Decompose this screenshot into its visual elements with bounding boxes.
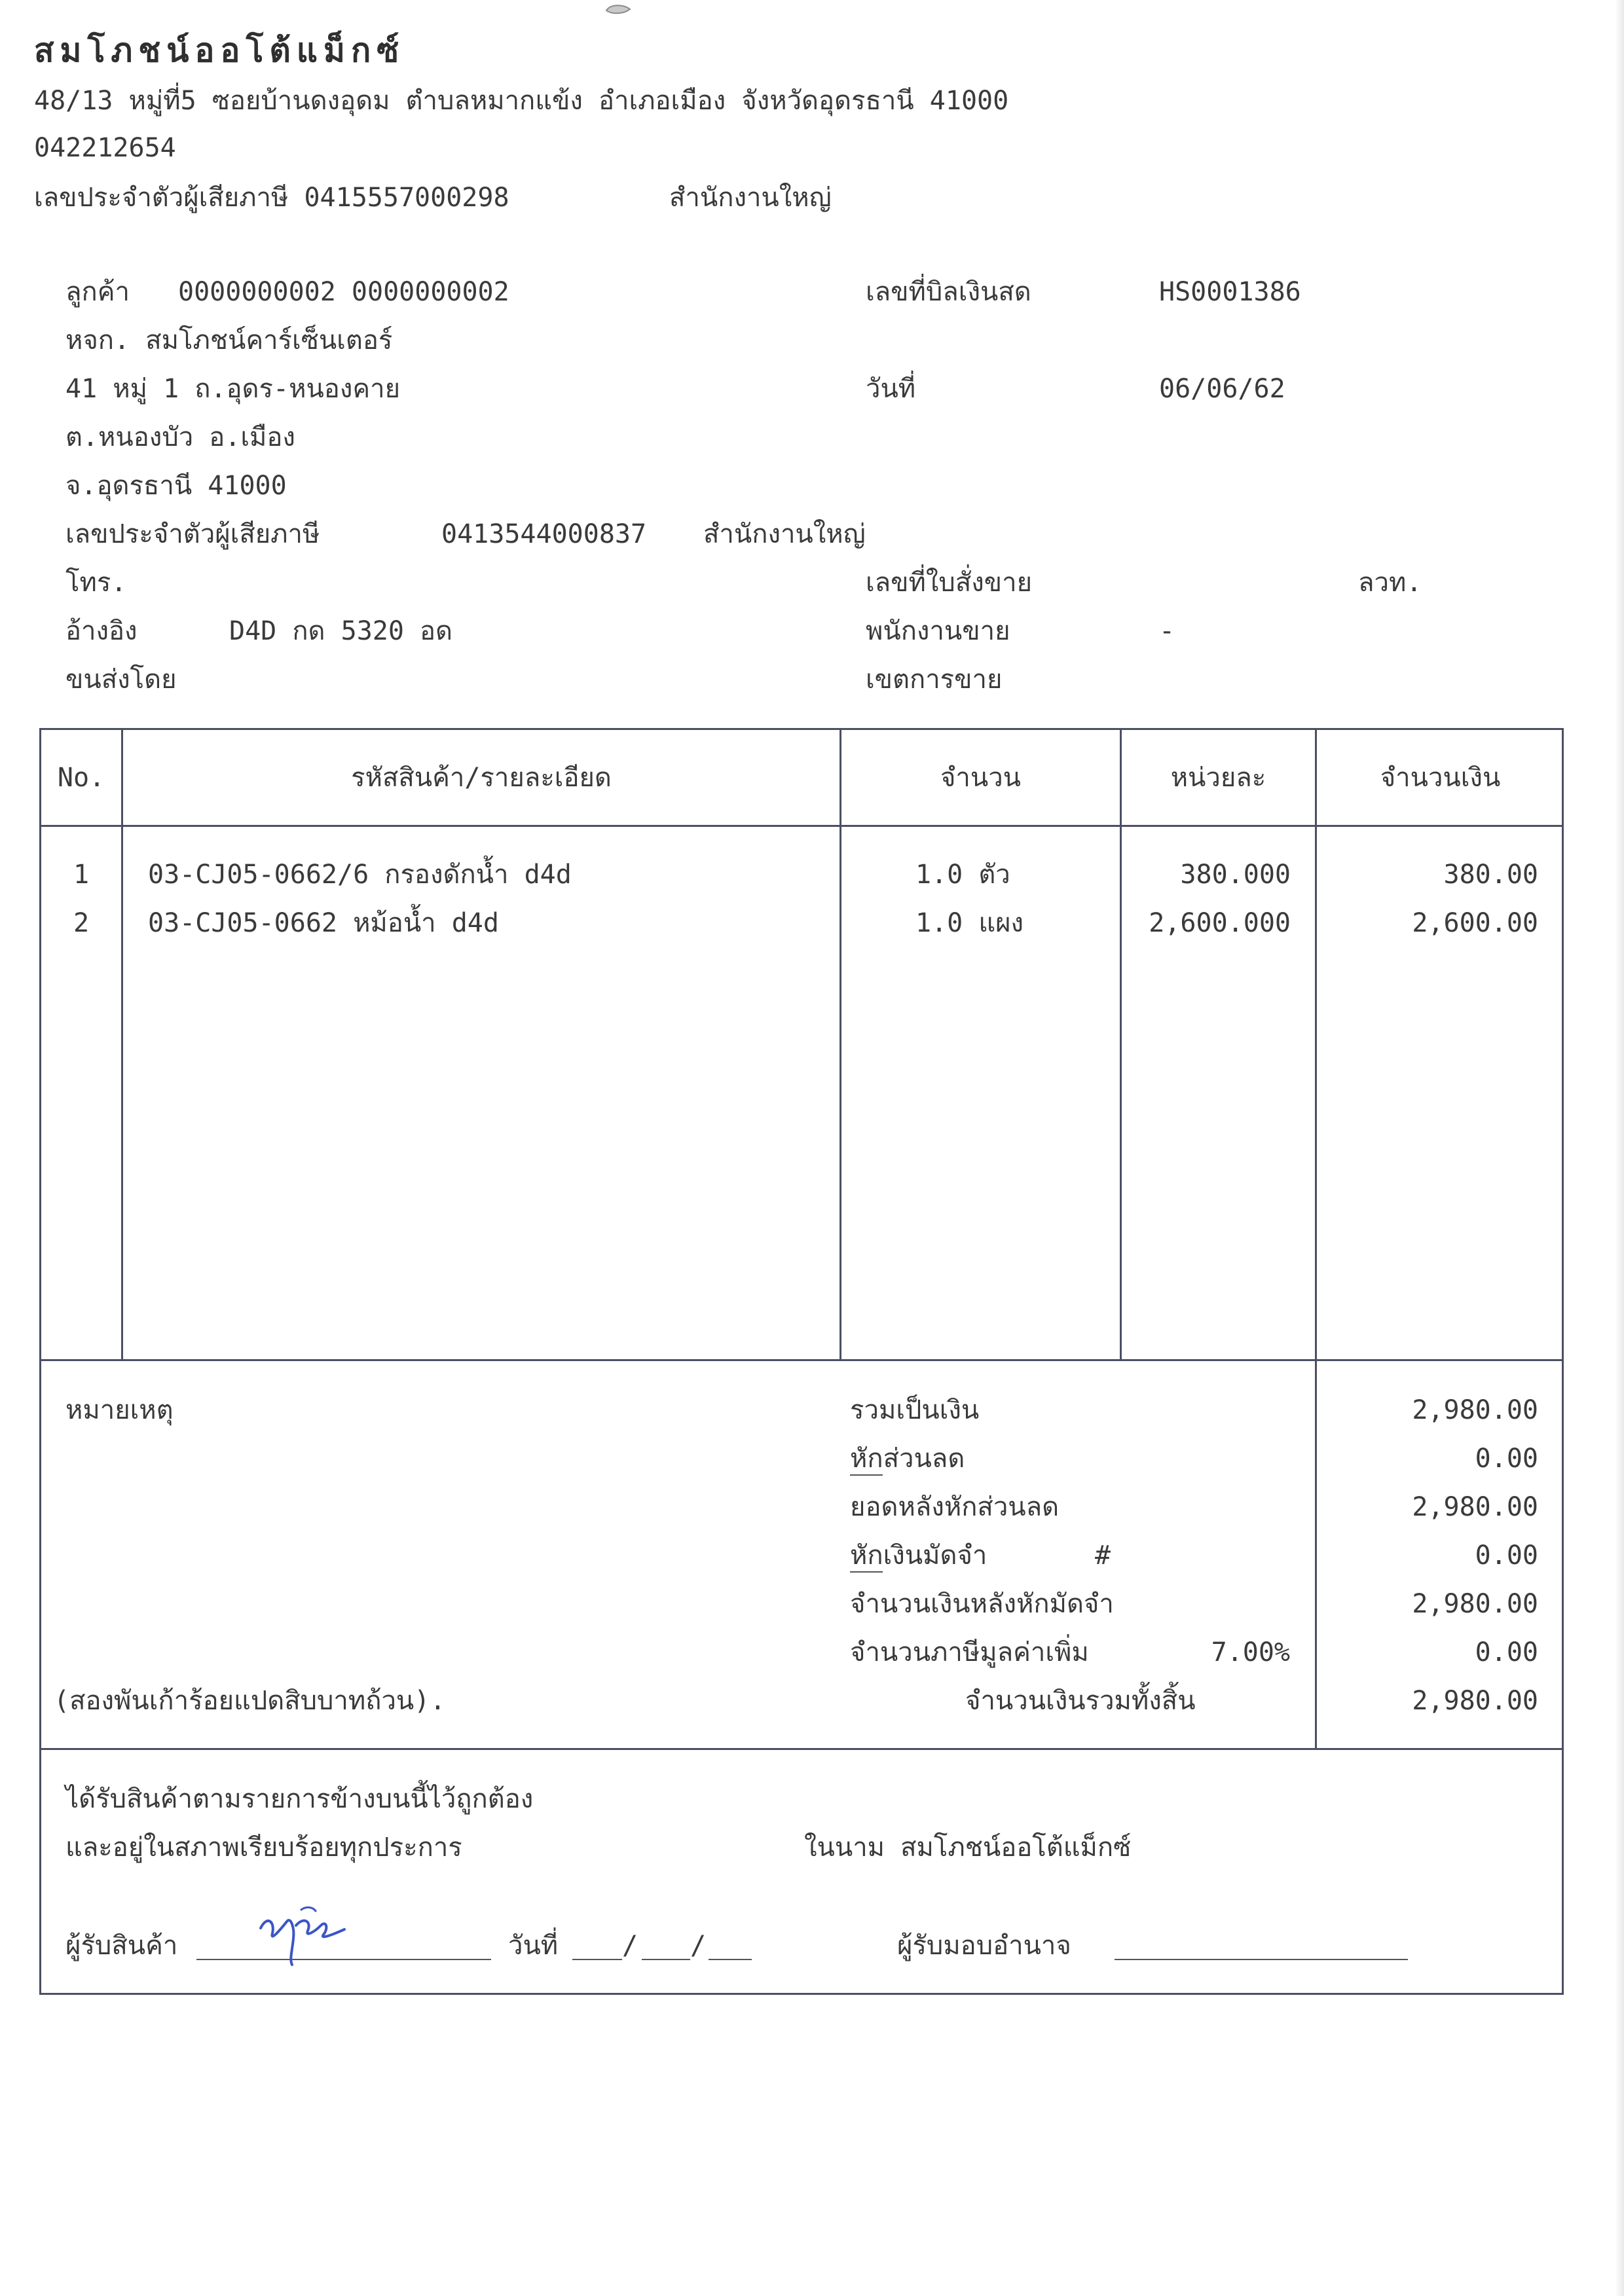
summary-after-discount-value: 2,980.00	[1412, 1492, 1538, 1522]
header-quantity: จำนวน	[940, 763, 1022, 793]
table-row-2-amount: 2,600.00	[1412, 908, 1538, 938]
customer-address-1: 41 หมู่ 1 ถ.อุดร-หนองคาย	[65, 374, 401, 404]
summary-grand-total-value: 2,980.00	[1412, 1686, 1538, 1716]
table-row-1-unit-price: 380.000	[1180, 860, 1291, 890]
customer-label: ลูกค้า	[65, 277, 130, 307]
receiver-label: ผู้รับสินค้า	[65, 1931, 178, 1961]
customer-code: 0000000002 0000000002	[178, 277, 509, 307]
table-row-1-no: 1	[73, 860, 90, 890]
bill-no-label: เลขที่บิลเงินสด	[866, 277, 1031, 307]
salesperson-value: -	[1159, 616, 1175, 646]
col-divider-no	[121, 728, 123, 1359]
table-row-2-unit-price: 2,600.000	[1149, 908, 1291, 938]
summary-subtotal-value: 2,980.00	[1412, 1395, 1538, 1425]
received-statement-1: ได้รับสินค้าตามรายการข้างบนนี้ไว้ถูกต้อง	[65, 1784, 534, 1814]
summary-divider	[39, 1359, 1564, 1361]
col-divider-qty	[1120, 728, 1122, 1359]
header-divider	[39, 825, 1564, 827]
header-amount: จำนวนเงิน	[1380, 763, 1501, 793]
table-row-1-desc: 03-CJ05-0662/6 กรองดักน้ำ d4d	[148, 860, 572, 890]
deposit-underline	[850, 1571, 883, 1573]
customer-address-2: ต.หนองบัว อ.เมือง	[65, 422, 295, 452]
customer-address-3: จ.อุดรธานี 41000	[65, 471, 287, 501]
company-address: 48/13 หมู่ที่5 ซอยบ้านดงอุดม ตำบลหมากแข้ง อำเภอเมือง จังหวัดอุดรธานี 41000	[34, 86, 1009, 116]
table-row-2-desc: 03-CJ05-0662 หม้อน้ำ d4d	[148, 908, 499, 938]
receiver-signature-icon	[255, 1902, 360, 1967]
customer-ship-label: ขนส่งโดย	[65, 665, 177, 695]
header-description: รหัสสินค้า/รายละเอียด	[351, 763, 612, 793]
customer-tax-label: เลขประจำตัวผู้เสียภาษี	[65, 519, 320, 549]
sales-area-label: เขตการขาย	[866, 665, 1003, 695]
customer-tel-label: โทร.	[65, 568, 127, 598]
summary-grand-total-label: จำนวนเงินรวมทั้งสิ้น	[965, 1686, 1196, 1716]
summary-deposit-value: 0.00	[1475, 1540, 1538, 1571]
customer-tax-id: 0413544000837	[441, 519, 647, 549]
remark-label: หมายเหตุ	[65, 1395, 174, 1425]
sales-order-value: ลวท.	[1358, 568, 1422, 598]
col-divider-desc	[840, 728, 841, 1359]
receive-date-year-line	[709, 1959, 752, 1960]
summary-vat-label: จำนวนภาษีมูลค่าเพิ่ม	[850, 1637, 1089, 1667]
company-phone: 042212654	[34, 133, 176, 163]
authorized-signature-line	[1115, 1959, 1408, 1960]
authorized-label: ผู้รับมอบอำนาจ	[897, 1931, 1071, 1961]
table-row-2-qty: 1.0 แผง	[915, 908, 1024, 938]
summary-subtotal-label: รวมเป็นเงิน	[850, 1395, 980, 1425]
footer-divider	[39, 1748, 1564, 1750]
table-row-1-amount: 380.00	[1443, 860, 1538, 890]
scan-edge-shadow	[1615, 0, 1624, 2296]
summary-deposit-label: หักเงินมัดจำ	[850, 1540, 987, 1571]
customer-name: หจก. สมโภชน์คาร์เซ็นเตอร์	[65, 325, 393, 355]
company-branch: สำนักงานใหญ่	[669, 183, 832, 213]
summary-vat-rate: 7.00%	[1211, 1637, 1290, 1667]
received-statement-2: และอยู่ในสภาพเรียบร้อยทุกประการ	[65, 1832, 462, 1863]
staple-mark-icon	[604, 3, 633, 16]
summary-vat-value: 0.00	[1475, 1637, 1538, 1667]
date-value: 06/06/62	[1159, 374, 1285, 404]
header-unit-price: หน่วยละ	[1170, 763, 1266, 793]
customer-ref-label: อ้างอิง	[65, 616, 138, 646]
company-name: สมโภชน์ออโต้แม็กซ์	[34, 31, 405, 69]
customer-branch: สำนักงานใหญ่	[703, 519, 866, 549]
summary-after-deposit-value: 2,980.00	[1412, 1589, 1538, 1619]
table-row-1-qty: 1.0 ตัว	[915, 860, 1010, 890]
company-tax-id: เลขประจำตัวผู้เสียภาษี 0415557000298	[34, 183, 509, 213]
summary-after-discount-label: ยอดหลังหักส่วนลด	[850, 1492, 1060, 1522]
receive-date-slash-1: /	[622, 1931, 638, 1961]
receive-date-day-line	[572, 1959, 622, 1960]
customer-ref-value: D4D กด 5320 อด	[229, 616, 453, 646]
receive-date-slash-2: /	[690, 1931, 707, 1961]
summary-discount-value: 0.00	[1475, 1444, 1538, 1474]
salesperson-label: พนักงานขาย	[866, 616, 1010, 646]
table-row-2-no: 2	[73, 908, 90, 938]
summary-after-deposit-label: จำนวนเงินหลังหักมัดจำ	[850, 1589, 1114, 1619]
on-behalf-of: ในนาม สมโภชน์ออโต้แม็กซ์	[804, 1832, 1132, 1863]
discount-underline	[850, 1474, 883, 1476]
summary-deposit-extra: #	[1095, 1540, 1111, 1571]
bill-no-value: HS0001386	[1159, 277, 1301, 307]
receive-date-month-line	[642, 1959, 690, 1960]
amount-in-words: (สองพันเก้าร้อยแปดสิบบาทถ้วน).	[54, 1686, 446, 1716]
sales-order-label: เลขที่ใบสั่งขาย	[866, 568, 1033, 598]
date-label: วันที่	[866, 374, 916, 404]
receive-date-label: วันที่	[508, 1931, 559, 1961]
summary-discount-label: หักส่วนลด	[850, 1444, 965, 1474]
header-no: No.	[57, 763, 105, 793]
